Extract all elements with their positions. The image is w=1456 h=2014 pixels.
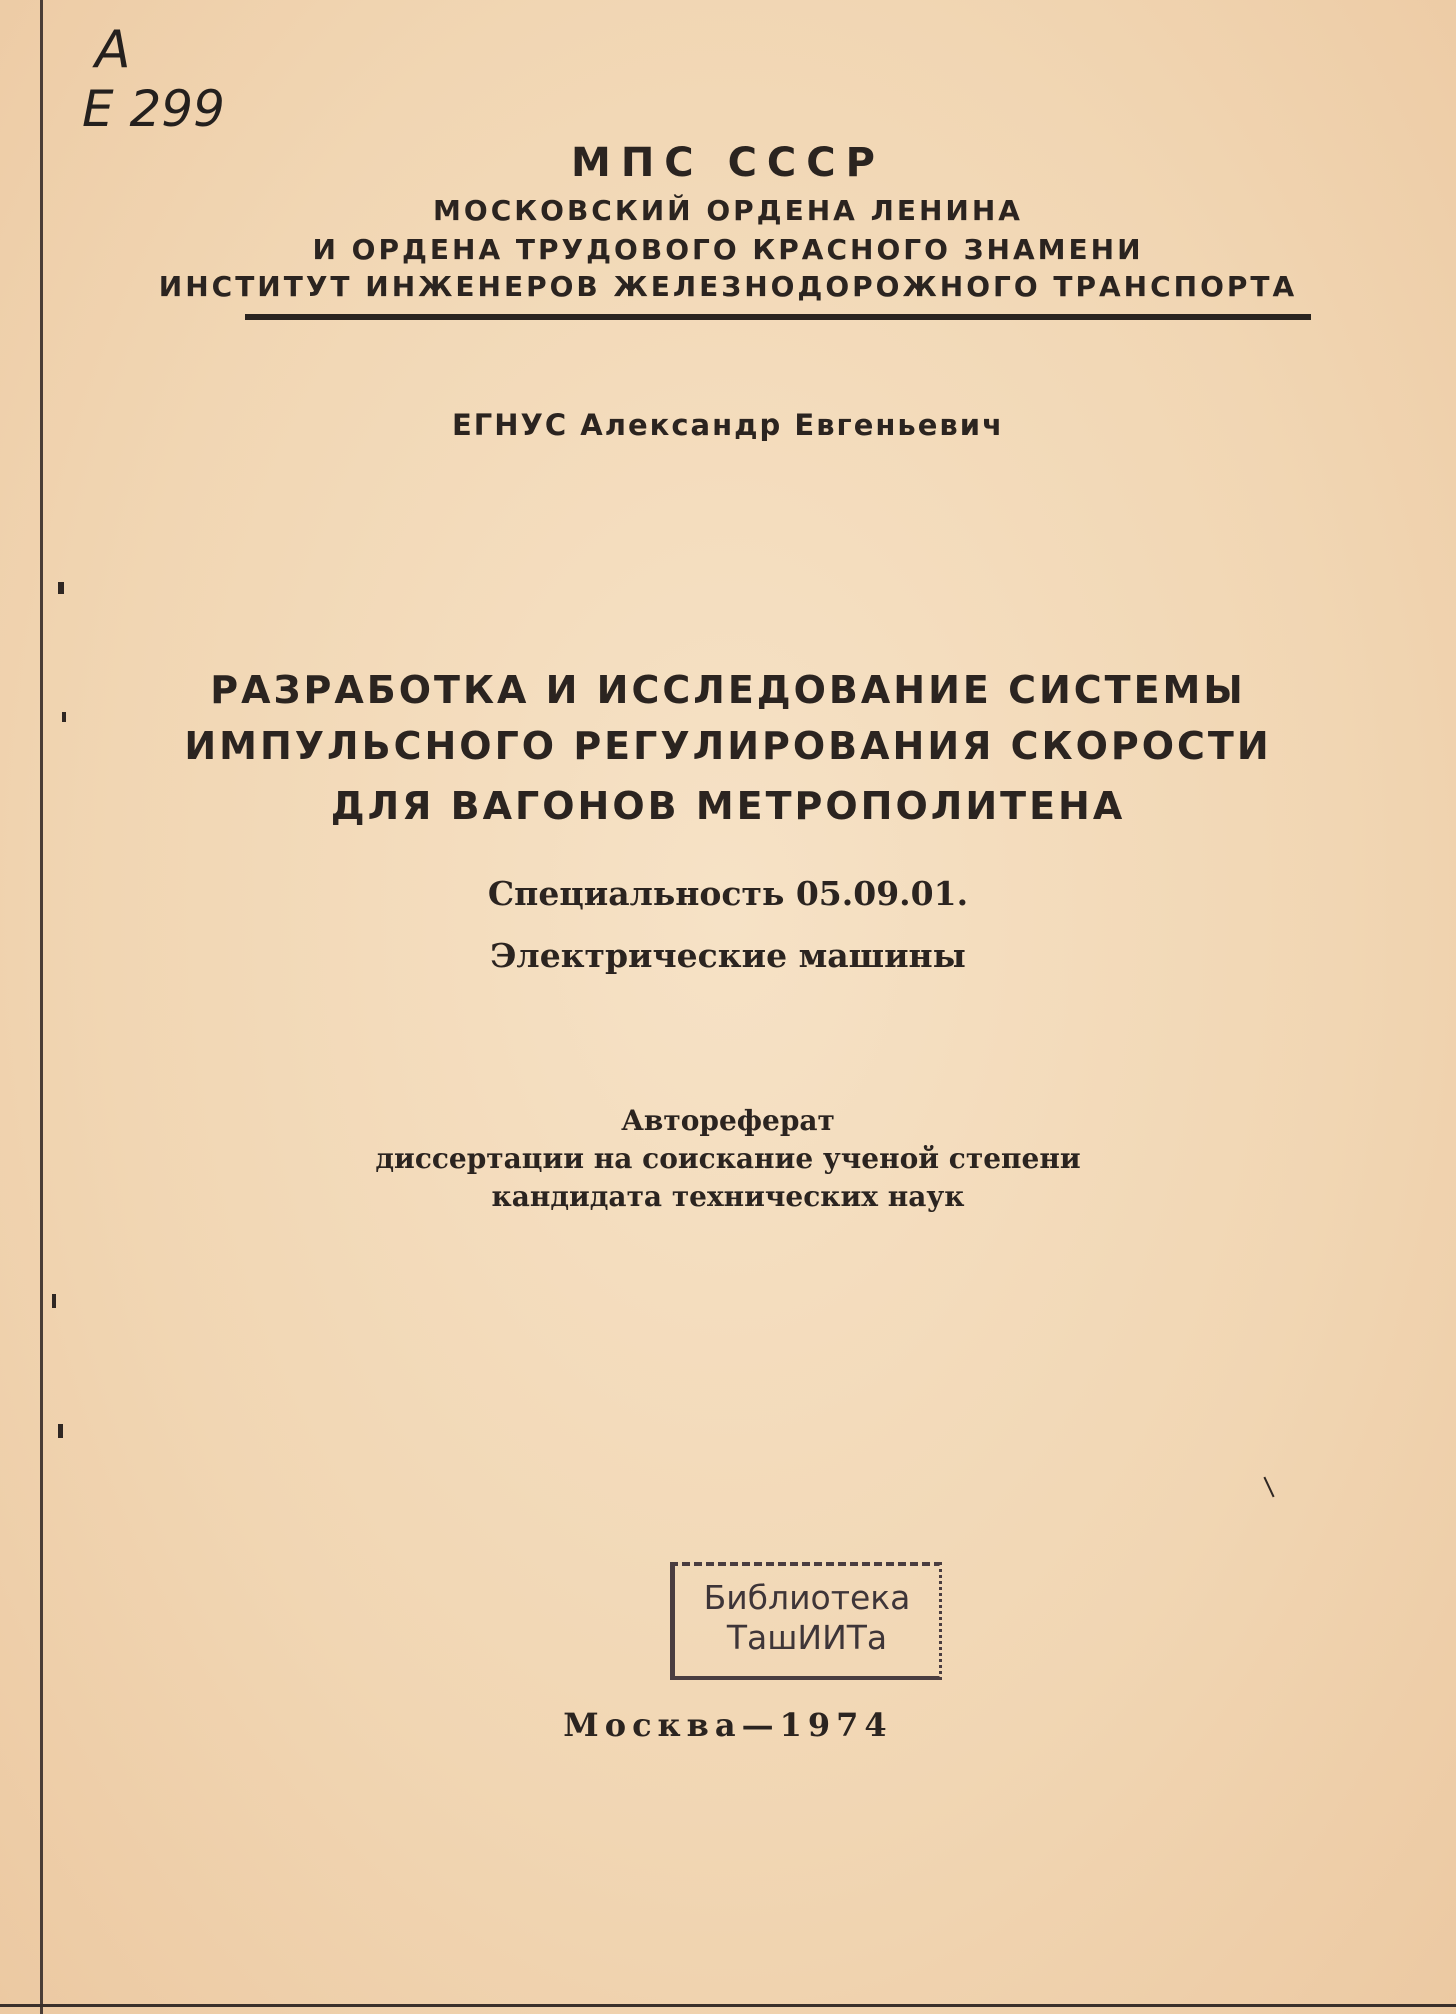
handwritten-shelf-code: Е 299 (82, 80, 225, 138)
ministry-heading: МПС СССР (571, 140, 885, 186)
abstract-line-2: диссертации на соискание ученой степени (375, 1142, 1081, 1175)
speck-mark (58, 1424, 63, 1438)
title-line-1: РАЗРАБОТКА И ИССЛЕДОВАНИЕ СИСТЕМЫ (210, 668, 1246, 712)
institute-line-3: ИНСТИТУТ ИНЖЕНЕРОВ ЖЕЛЕЗНОДОРОЖНОГО ТРАНСПОРТА (158, 270, 1298, 303)
city-year: Москва—1974 (563, 1706, 893, 1744)
abstract-line-3: кандидата технических наук (491, 1180, 965, 1213)
specialty-code: Специальность 05.09.01. (487, 874, 969, 913)
handwritten-letter: А (95, 20, 131, 80)
stamp-line-2: ТашИИТа (726, 1618, 888, 1657)
speck-mark (1263, 1477, 1274, 1498)
author-name: ЕГНУС Александр Евгеньевич (451, 408, 1004, 442)
speck-mark (58, 582, 64, 594)
title-line-2: ИМПУЛЬСНОГО РЕГУЛИРОВАНИЯ СКОРОСТИ (184, 724, 1272, 768)
page-bottom-edge (0, 2004, 1456, 2007)
abstract-label: Автореферат (621, 1104, 835, 1137)
institute-line-2: И ОРДЕНА ТРУДОВОГО КРАСНОГО ЗНАМЕНИ (312, 233, 1144, 266)
library-stamp (670, 1562, 942, 1680)
speck-mark (52, 1294, 56, 1308)
specialty-name: Электрические машины (490, 936, 966, 975)
speck-mark (62, 712, 66, 722)
header-rule (245, 314, 1311, 320)
title-line-3: ДЛЯ ВАГОНОВ МЕТРОПОЛИТЕНА (330, 784, 1126, 828)
institute-line-1: МОСКОВСКИЙ ОРДЕНА ЛЕНИНА (433, 194, 1023, 227)
stamp-line-1: Библиотека (703, 1578, 911, 1617)
